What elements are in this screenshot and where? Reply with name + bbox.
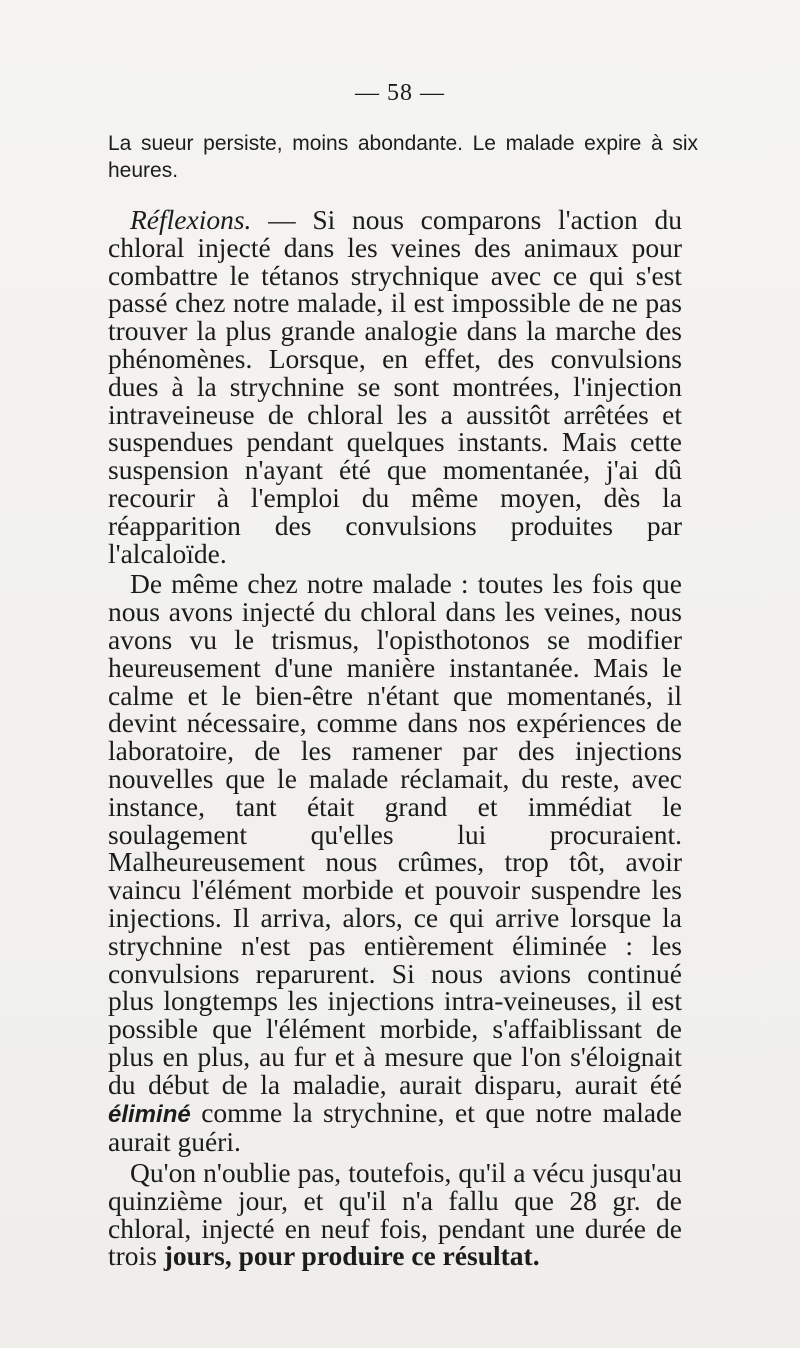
para3-text-last: jours, pour produire ce résultat. [163,1240,540,1272]
para2-emphasis: éliminé [108,1100,191,1128]
lead-paragraph [108,130,698,184]
body-text [108,206,682,1270]
lead-text: La sueur persiste, moins abondante. Le malade expire à six heures. [108,132,698,182]
reflexions-heading: Réflexions. [130,204,252,235]
paragraph-de-meme [108,570,682,1156]
para2-text-after: comme la strychnine, et que notre malade aurait guéri. [108,1096,682,1158]
page-number: — 58 — [355,80,445,106]
reflexions-text: — Si nous comparons l'action du chloral injecté dans les veines des animaux pour combattre le tétanos strychnique avec ce qui s'est passé chez notre malade, il est impossible de ne pas trouver la plus grande analogie dans la marche des phénomènes. Lorsque, en effet, des convulsions dues à la strychnine se sont montrées, l'injection intraveineuse de chloral les a aussitôt arrêtées et suspendues pendant quelques instants. Mais cette suspension n'ayant été que momentanée, j'ai dû recourir à l'emploi du même moyen, dès la réapparition des convulsions produites par l'alcaloïde. [108,204,682,569]
paragraph-reflexions [108,206,682,567]
para3-text-before: Qu'on n'oublie pas, toutefois, qu'il a vécu jusqu'au quinzième jour, et qu'il n'a fallu que 28 gr. de chloral, injecté en neuf fois, pendant une durée de trois [108,1157,682,1272]
paragraph-qu-on-n-oublie [108,1159,682,1270]
para2-text-before: De même chez notre malade : toutes les fois que nous avons injecté du chloral dans les veines, nous avons vu le trismus, l'opisthotonos se modifier heureusement d'une manière instantanée. Mais le calme et le bien-être n'étant que momentanés, il devint nécessaire, comme dans nos expériences de laboratoire, de les ramener par des injections nouvelles que le malade réclamait, du reste, avec instance, tant était grand et immédiat le soulagement qu'elles lui procuraient. Malheureusement nous crûmes, trop tôt, avoir vaincu l'élément morbide et pouvoir suspendre les injections. Il arriva, alors, ce qui arrive lorsque la strychnine n'est pas entièrement éliminée : les convulsions reparurent. Si nous avions continué plus longtemps les injections intra-veineuses, il est possible que l'élément morbide, s'affaiblissant de plus en plus, au fur et à mesure que l'on s'éloignait du début de la maladie, aurait disparu, aurait été [108,568,682,1100]
